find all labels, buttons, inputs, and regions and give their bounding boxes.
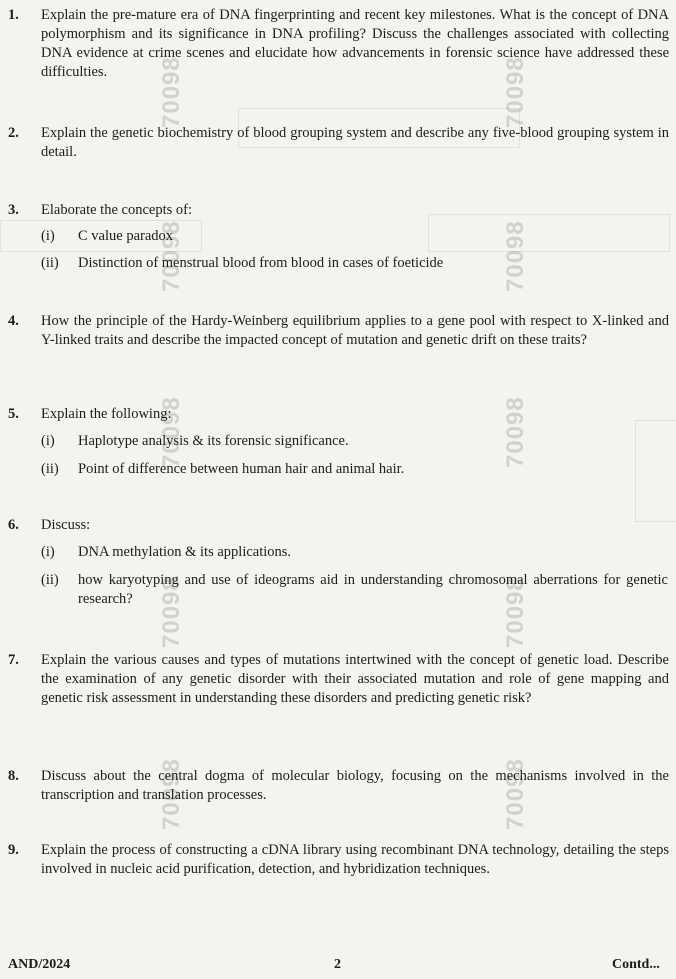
- sub-question-marker: (i): [41, 433, 55, 449]
- sub-question-text: C value paradox: [78, 228, 174, 244]
- watermark: 70098: [158, 396, 185, 468]
- watermark: 70098: [158, 576, 185, 648]
- question-number: 9.: [8, 842, 19, 858]
- sub-question-marker: (i): [41, 544, 55, 560]
- contd-label: Contd...: [612, 957, 660, 972]
- watermark: 70098: [502, 758, 529, 830]
- watermark: 70098: [502, 220, 529, 292]
- question-text: Explain the process of constructing a cDNA library using recombinant DNA technology, detailing the steps involved in nucleic acid purification, detection, and hybridization techniques.: [41, 842, 669, 877]
- watermark: 70098: [502, 396, 529, 468]
- watermark: 70098: [158, 56, 185, 128]
- question-text: How the principle of the Hardy-Weinberg equilibrium applies to a gene pool with respect to X-linked and Y-linked traits and describe the impacted concept of mutation and genetic drift on these traits?: [41, 313, 669, 348]
- sub-question-text: DNA methylation & its applications.: [78, 544, 292, 560]
- question-number: 1.: [8, 7, 19, 23]
- question-text: Explain the various causes and types of mutations intertwined with the concept of genetic load. Describe the examination of any genetic disorder with their associated mutation and role of gene mapping and genetic risk assessment in understanding these disorders and predicting genetic risk?: [41, 652, 669, 706]
- watermark: 70098: [502, 576, 529, 648]
- sub-question-marker: (i): [41, 228, 55, 244]
- question-text: Discuss:: [41, 517, 91, 533]
- sub-question-marker: (ii): [41, 461, 59, 477]
- sub-question-text: Haplotype analysis & its forensic significance.: [78, 433, 349, 449]
- question-text: Explain the following:: [41, 406, 172, 422]
- sub-question-text: Point of difference between human hair and animal hair.: [78, 461, 405, 477]
- question-number: 6.: [8, 517, 19, 533]
- question-text: Discuss about the central dogma of molecular biology, focusing on the mechanisms involved in the transcription and translation processes.: [41, 768, 669, 803]
- question-text: Explain the genetic biochemistry of blood grouping system and describe any five-blood grouping system in detail.: [41, 125, 669, 160]
- sub-question-marker: (ii): [41, 255, 59, 271]
- question-number: 8.: [8, 768, 19, 784]
- question-number: 4.: [8, 313, 19, 329]
- question-text: Elaborate the concepts of:: [41, 202, 192, 218]
- footer-code: AND/2024: [8, 957, 71, 972]
- question-number: 5.: [8, 406, 19, 422]
- question-number: 3.: [8, 202, 19, 218]
- sub-question-text: how karyotyping and use of ideograms aid in understanding chromosomal aberrations for genetic research?: [78, 572, 668, 607]
- question-number: 7.: [8, 652, 19, 668]
- watermark: 70098: [158, 758, 185, 830]
- watermark: 70098: [502, 56, 529, 128]
- question-number: 2.: [8, 125, 19, 141]
- sub-question-marker: (ii): [41, 572, 59, 588]
- page-number: 2: [334, 957, 341, 972]
- watermark: 70098: [158, 220, 185, 292]
- sub-question-text: Distinction of menstrual blood from blood in cases of foeticide: [78, 255, 444, 271]
- question-text: Explain the pre-mature era of DNA fingerprinting and recent key milestones. What is the concept of DNA polymorphism and its significance in DNA profiling? Discuss the challenges associated with collecting DNA evidence at crime scenes and elucidate how advancements in forensic science have addressed these difficulties.: [41, 7, 669, 80]
